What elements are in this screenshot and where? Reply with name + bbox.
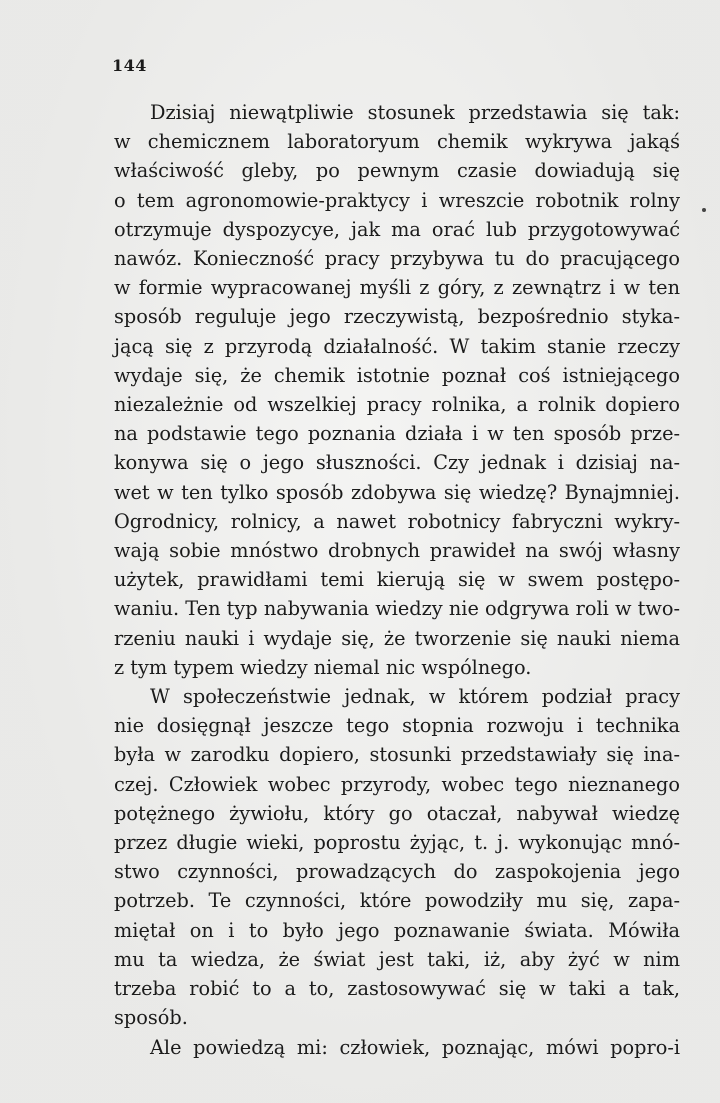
body-text [114,98,680,1062]
text-line: w chemicznem laboratoryum chemik wykrywa jakąś [114,130,680,154]
page-number: 144 [112,56,147,75]
text-line: użytek, prawidłami temi kierują się w swem postępo- [114,568,680,592]
text-line: mu ta wiedza, że świat jest taki, iż, aby żyć w nim [114,947,680,971]
text-line: niezależnie od wszelkiej pracy rolnika, a rolnik dopiero [114,393,680,417]
text-line: nie dosięgnął jeszcze tego stopnia rozwoju i technika [114,714,680,738]
text-line: waniu. Ten typ nabywania wiedzy nie odgrywa roli w two- [114,597,680,621]
text-line: wydaje się, że chemik istotnie poznał coś istniejącego [114,363,680,387]
text-line: Ale powiedzą mi: człowiek, poznając, mówi popro-i [150,1035,680,1059]
text-line: czej. Człowiek wobec przyrody, wobec tego nieznanego [114,772,680,796]
text-line: sposób. [114,1006,188,1030]
text-line: rzeniu nauki i wydaje się, że tworzenie się nauki niema [114,626,680,650]
paragraph [114,682,680,1032]
text-line: otrzymuje dyspozycye, jak ma orać lub przygotowywać [114,217,680,241]
text-line: konywa się o jego słuszności. Czy jednak i dzisiaj na- [114,451,680,475]
paragraph [114,98,680,682]
text-line: stwo czynności, prowadzących do zaspokojenia jego [114,860,680,884]
text-line: Dzisiaj niewątpliwie stosunek przedstawia się tak: [150,101,680,124]
paragraph [114,1033,680,1062]
text-line: miętał on i to było jego poznawanie świata. Mówiła [114,918,680,942]
text-line: W społeczeństwie jednak, w którem podział pracy [150,685,680,709]
text-line: przez długie wieki, poprostu żyjąc, t. j. wykonując mnó- [114,831,680,855]
text-line: potężnego żywiołu, który go otaczał, nabywał wiedzę [114,801,680,825]
text-line: właściwość gleby, po pewnym czasie dowiadują się [114,159,680,183]
text-line: wają sobie mnóstwo drobnych prawideł na swój własny [114,539,680,563]
text-line: jącą się z przyrodą działalność. W takim stanie rzeczy [114,334,680,358]
text-line: o tem agronomowie-praktycy i wreszcie robotnik rolny [114,188,680,212]
text-line: trzeba robić to a to, zastosowywać się w taki a tak, [114,977,680,1001]
text-line: na podstawie tego poznania działa i w ten sposób prze- [114,422,680,446]
text-line: wet w ten tylko sposób zdobywa się wiedzę? Bynajmniej. [114,480,680,504]
text-line: nawóz. Konieczność pracy przybywa tu do pracującego [114,247,680,271]
text-line: potrzeb. Te czynności, które powodziły mu się, zapa- [114,889,680,913]
print-speck [702,208,706,212]
text-line: w formie wypracowanej myśli z góry, z zewnątrz i w ten [114,276,680,300]
text-line: Ogrodnicy, rolnicy, a nawet robotnicy fabryczni wykry- [114,509,680,533]
text-line: z tym typem wiedzy niemal nic wspólnego. [114,655,532,679]
text-line: sposób reguluje jego rzeczywistą, bezpośrednio styka- [114,305,680,329]
text-line: była w zarodku dopiero, stosunki przedstawiały się ina- [114,743,680,767]
